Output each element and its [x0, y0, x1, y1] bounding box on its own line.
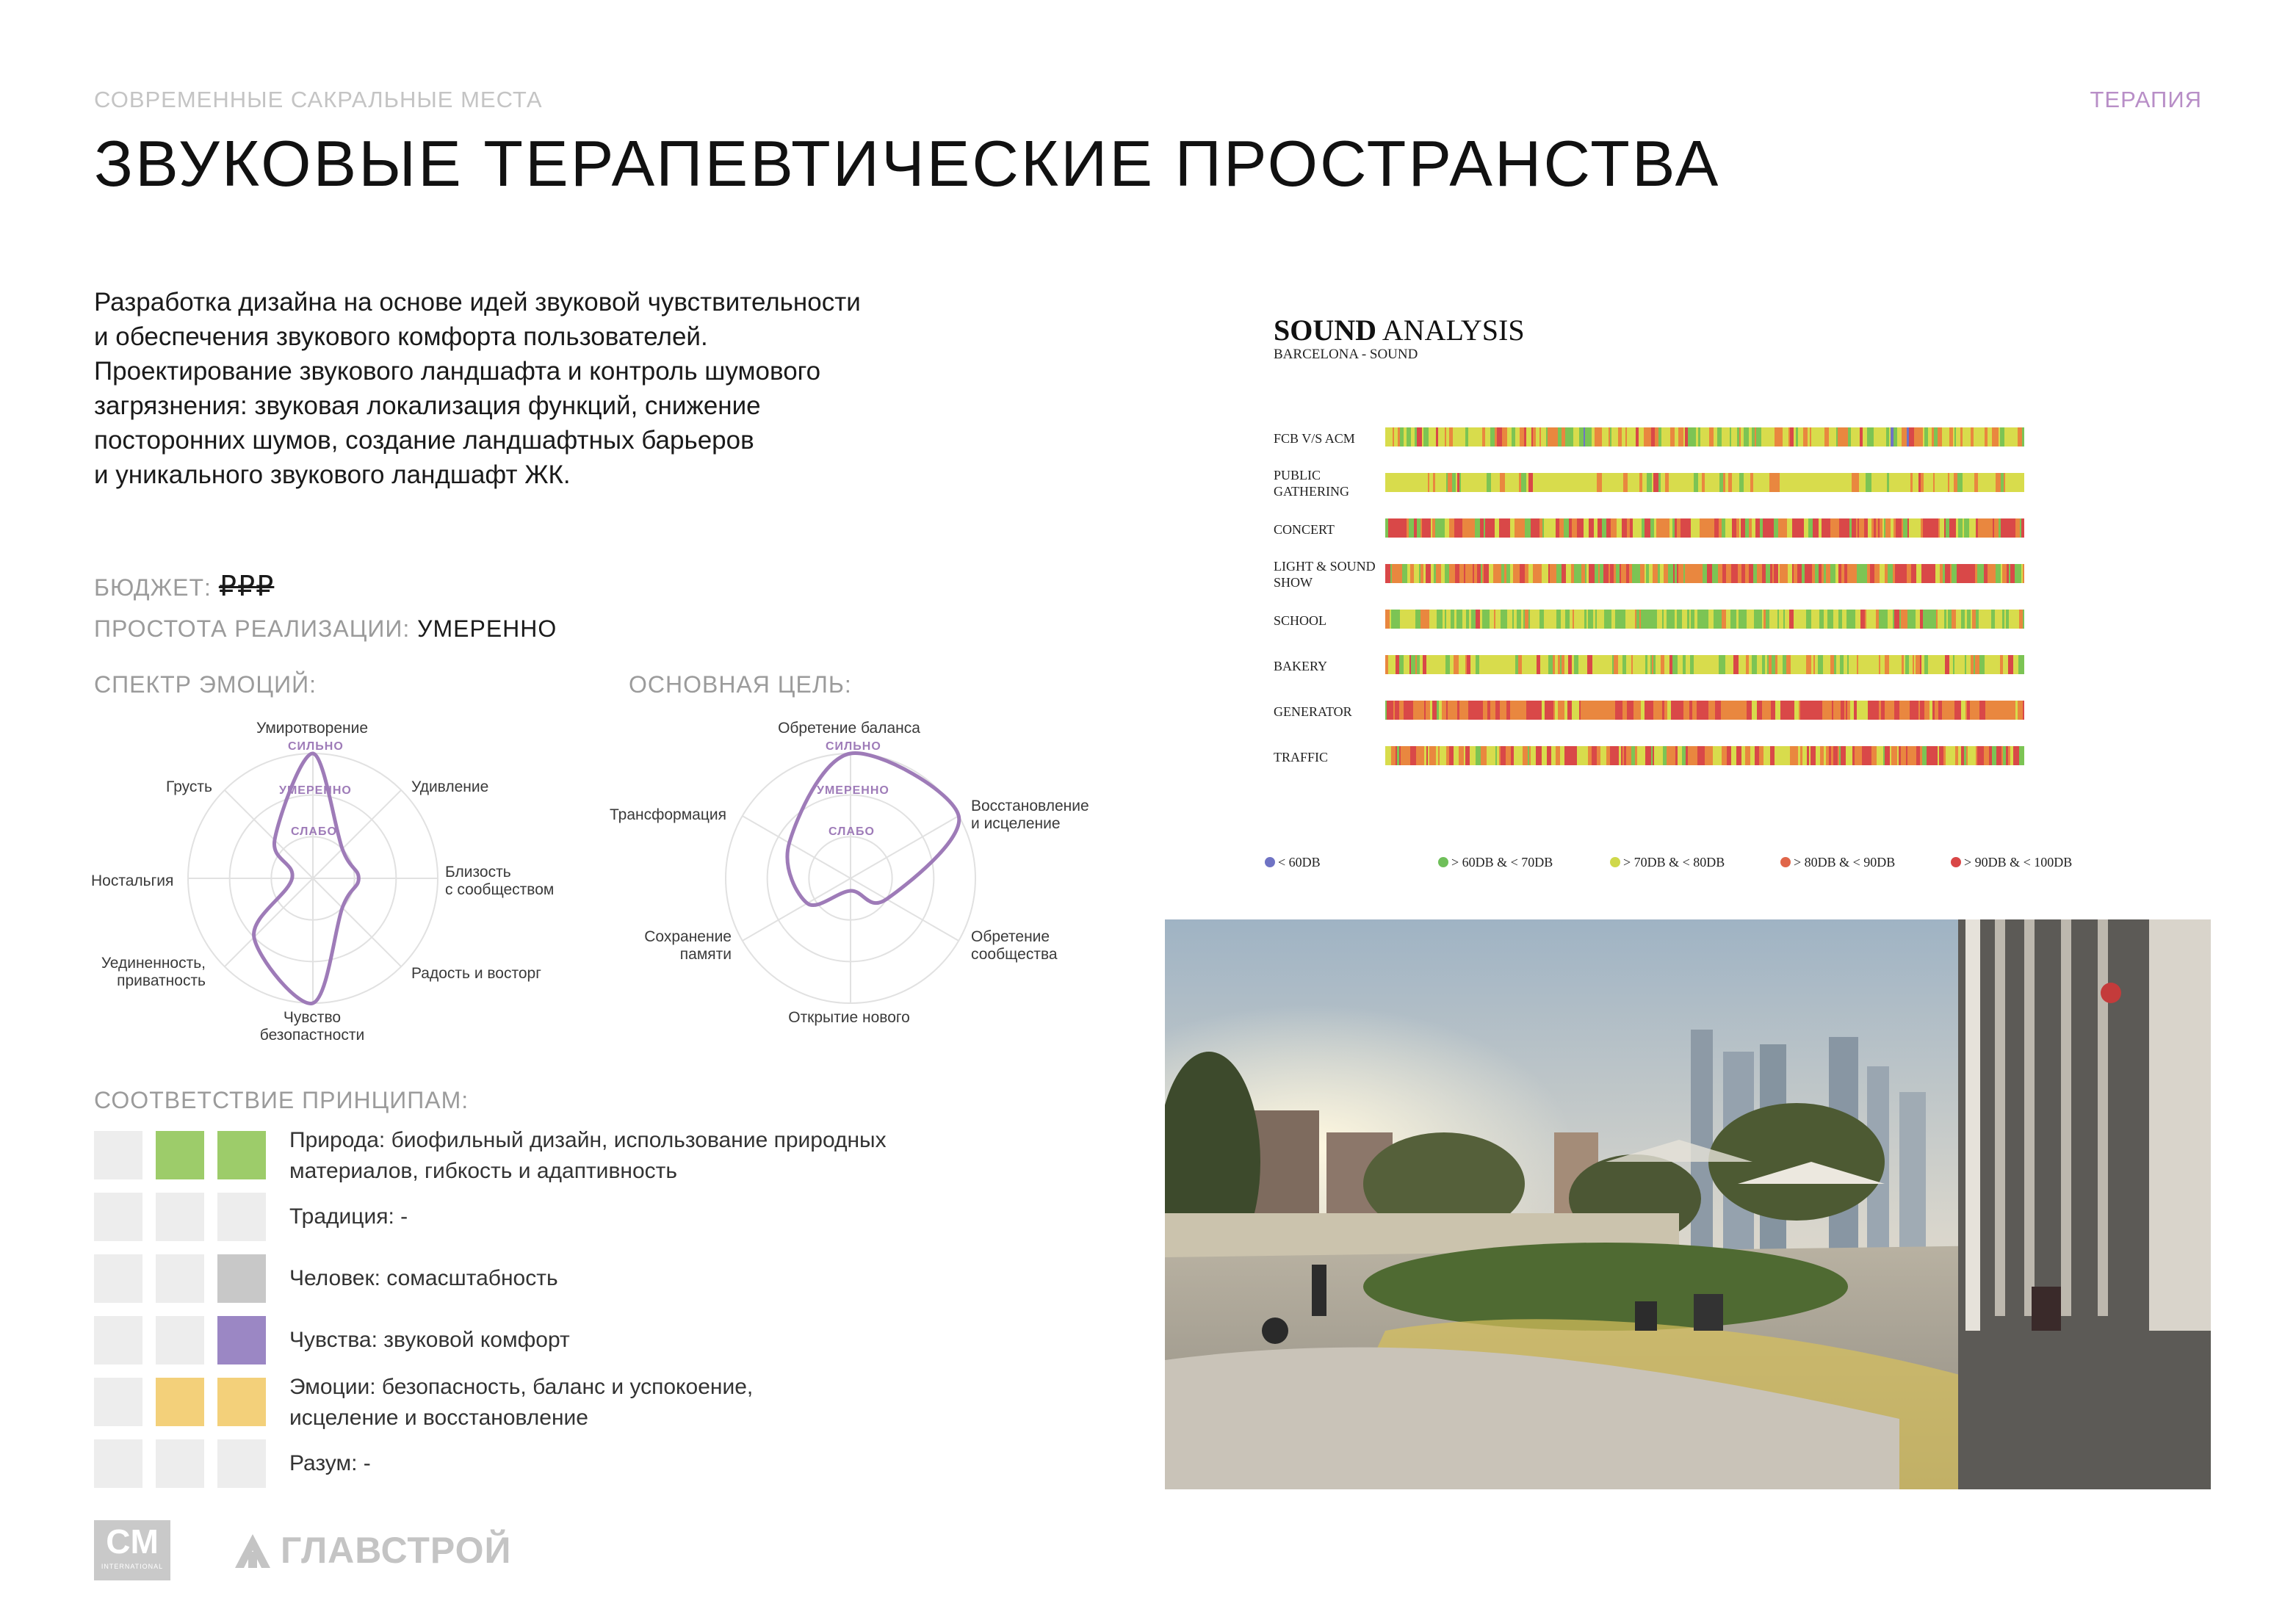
- goal-label-transformation: Трансформация: [610, 806, 726, 823]
- label-line: Чувство: [283, 1009, 342, 1026]
- simplicity-label: ПРОСТОТА РЕАЛИЗАЦИИ:: [94, 615, 418, 642]
- goal-heading: ОСНОВНАЯ ЦЕЛЬ:: [629, 671, 852, 698]
- emotion-label-surprise: Удивление: [411, 778, 489, 795]
- goal-label-memory: [621, 928, 732, 964]
- budget-value: ₽₽₽: [218, 571, 275, 602]
- description-line: посторонних шумов, создание ландшафтных барьеров: [94, 426, 754, 455]
- sound-title-bold: SOUND: [1274, 314, 1377, 347]
- sound-analysis-subtitle: BARCELONA - SOUND: [1274, 347, 1418, 362]
- sound-row-label-line: TRAFFIC: [1274, 750, 1329, 764]
- principle-text-line: Эмоции: безопасность, баланс и успокоение,: [289, 1375, 754, 1399]
- sound-row-label-line: CONCERT: [1274, 522, 1335, 537]
- principle-text-line: Природа: биофильный дизайн, использование природных: [289, 1128, 887, 1152]
- principle-text-line: Человек: сомасштабность: [289, 1266, 558, 1290]
- radar-level-weak: СЛАБО: [828, 825, 875, 838]
- emotion-label-safety: [250, 1009, 375, 1044]
- principle-text-line: исцеление и восстановление: [289, 1406, 588, 1430]
- radar-spoke: [313, 878, 401, 966]
- legend-label: < 60DB: [1278, 855, 1321, 870]
- page-title: ЗВУКОВЫЕ ТЕРАПЕВТИЧЕСКИЕ ПРОСТРАНСТВА: [94, 127, 1721, 200]
- emotion-label-sadness: Грусть: [166, 778, 212, 795]
- section-tag: ТЕРАПИЯ: [2090, 87, 2202, 112]
- label-line: сообщества: [971, 946, 1058, 963]
- radar-level-strong: СИЛЬНО: [288, 740, 344, 753]
- sound-title-rest: ANALYSIS: [1376, 314, 1525, 347]
- sound-row-label-line: SCHOOL: [1274, 613, 1327, 628]
- radar-spoke: [225, 878, 313, 966]
- label-line: Обретение: [971, 928, 1050, 945]
- label-line: Восстановление: [971, 798, 1089, 814]
- sound-row-label-line: PUBLIC: [1274, 468, 1321, 482]
- emotion-label-joy: Радость и восторг: [411, 965, 541, 982]
- goal-label-balance: Обретение баланса: [778, 720, 920, 737]
- sound-row-label-line: BAKERY: [1274, 659, 1328, 673]
- label-line: памяти: [679, 946, 732, 963]
- radar-level-weak: СЛАБО: [291, 825, 337, 838]
- principle-text-line: Чувства: звуковой комфорт: [289, 1328, 570, 1352]
- emotions-heading: СПЕКТР ЭМОЦИЙ:: [94, 671, 317, 698]
- legend-label: > 70DB & < 80DB: [1623, 855, 1725, 870]
- page-kicker: СОВРЕМЕННЫЕ САКРАЛЬНЫЕ МЕСТА: [94, 87, 543, 112]
- sound-analysis-title: [1274, 313, 1525, 347]
- radar-level-strong: СИЛЬНО: [826, 740, 881, 753]
- legend-label: > 90DB & < 100DB: [1964, 855, 2073, 870]
- emotion-label-privacy: [88, 955, 206, 990]
- cm-logo-text: CM: [106, 1522, 159, 1561]
- label-line: приватность: [117, 972, 206, 989]
- glavstroy-logo-icon: [232, 1530, 273, 1571]
- budget-label: БЮДЖЕТ:: [94, 574, 219, 601]
- principle-text-line: Разум: -: [289, 1451, 371, 1475]
- description-line: загрязнения: звуковая локализация функций, снижение: [94, 391, 761, 420]
- sound-row-label-line: GATHERING: [1274, 484, 1349, 499]
- goal-label-community: [971, 928, 1058, 964]
- emotion-label-nostalgia: Ностальгия: [91, 872, 174, 889]
- label-line: Близость: [445, 864, 511, 881]
- simplicity-value: УМЕРЕННО: [417, 615, 557, 642]
- sound-row-label-line: GENERATOR: [1274, 704, 1352, 719]
- radar-level-moderate: УМЕРЕННО: [279, 784, 352, 797]
- sound-row-label-line: SHOW: [1274, 575, 1313, 590]
- cm-logo-sub: INTERNATIONAL: [101, 1563, 164, 1570]
- radar-level-moderate: УМЕРЕННО: [817, 784, 889, 797]
- description-line: и обеспечения звукового комфорта пользователей.: [94, 322, 708, 351]
- principles-heading: СООТВЕТСТВИЕ ПРИНЦИПАМ:: [94, 1087, 469, 1113]
- legend-label: > 80DB & < 90DB: [1794, 855, 1896, 870]
- goal-label-healing: [971, 798, 1089, 833]
- emotion-label-peace: Умиротворение: [256, 720, 369, 737]
- label-line: Сохранение: [644, 928, 732, 945]
- legend-label: > 60DB & < 70DB: [1451, 855, 1553, 870]
- principle-text-line: материалов, гибкость и адаптивность: [289, 1159, 678, 1183]
- label-line: Уединенность,: [101, 955, 206, 972]
- glavstroy-logo-text: ГЛАВСТРОЙ: [281, 1530, 512, 1571]
- goal-label-discovery: Открытие нового: [788, 1009, 910, 1026]
- sound-row-label-line: FCB V/S ACM: [1274, 431, 1355, 446]
- cm-logo: [94, 1520, 170, 1580]
- label-line: с сообществом: [445, 881, 555, 898]
- description-line: Разработка дизайна на основе идей звуковой чувствительности: [94, 288, 861, 317]
- description-line: и уникального звукового ландшафт ЖК.: [94, 460, 571, 489]
- sound-row-label-line: LIGHT & SOUND: [1274, 559, 1376, 574]
- plaza-render-graphic: [1165, 919, 2211, 1489]
- description-line: Проектирование звукового ландшафта и контроль шумового: [94, 357, 821, 386]
- plaza-render-image: [1165, 919, 2211, 1489]
- label-line: и исцеление: [971, 815, 1061, 832]
- glavstroy-logo: [232, 1529, 511, 1572]
- principle-text-line: Традиция: -: [289, 1204, 408, 1229]
- emotion-label-community: [445, 864, 554, 899]
- label-line: безопастности: [259, 1027, 365, 1044]
